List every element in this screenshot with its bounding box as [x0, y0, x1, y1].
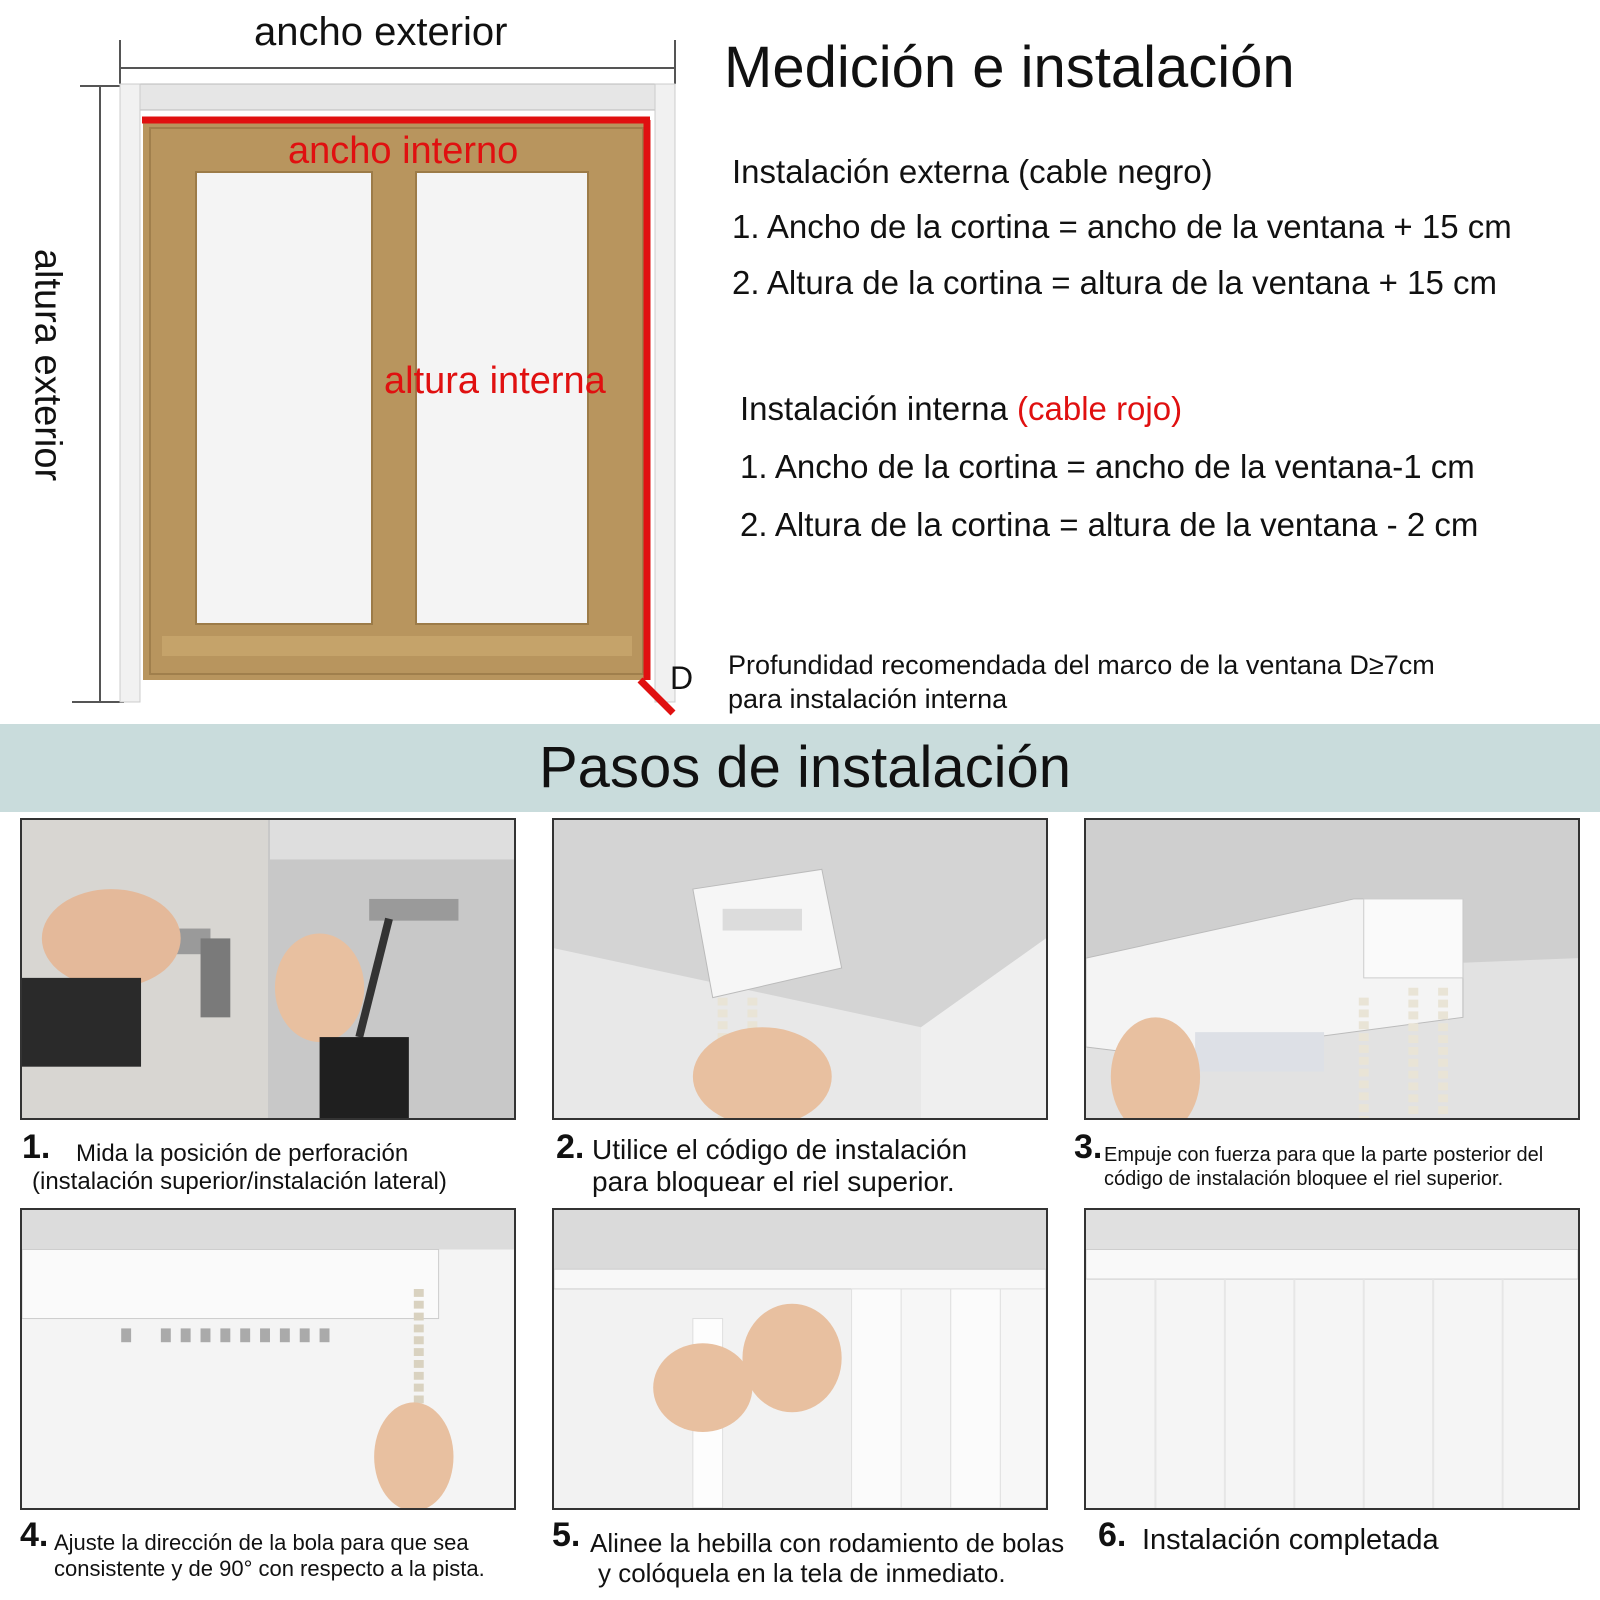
- step-6-number: 6.: [1098, 1516, 1127, 1554]
- internal-line-2: 2. Altura de la cortina = altura de la ventana - 2 cm: [740, 506, 1479, 543]
- external-line-2: 2. Altura de la cortina = altura de la ventana + 15 cm: [732, 264, 1497, 301]
- outer-width-label: ancho exterior: [254, 10, 508, 54]
- step-5-photo: [552, 1208, 1048, 1510]
- step-1-photo: [20, 818, 516, 1120]
- depth-marker: D: [670, 660, 694, 696]
- internal-heading-red: (cable rojo): [1017, 390, 1183, 427]
- internal-heading-text: Instalación interna: [740, 390, 1018, 427]
- step-2-line-2: para bloquear el riel superior.: [592, 1166, 955, 1197]
- step-4-photo: [20, 1208, 516, 1510]
- step-2-photo: [552, 818, 1048, 1120]
- depth-note-line-2: para instalación interna: [728, 684, 1008, 714]
- step-3-number: 3.: [1074, 1128, 1103, 1166]
- step-1-line-2: (instalación superior/instalación lateral): [32, 1168, 447, 1195]
- external-line-1: 1. Ancho de la cortina = ancho de la ventana + 15 cm: [732, 208, 1512, 245]
- step-3-line-1: Empuje con fuerza para que la parte posterior del: [1104, 1144, 1544, 1166]
- step-3-line-2: código de instalación bloquee el riel superior.: [1104, 1168, 1504, 1190]
- step-6-photo: [1084, 1208, 1580, 1510]
- step-5-line-2: y colóquela en la tela de inmediato.: [598, 1558, 1006, 1588]
- step-2-line-1: Utilice el código de instalación: [592, 1134, 968, 1165]
- step-4-line-1: Ajuste la dirección de la bola para que sea: [54, 1530, 469, 1555]
- internal-line-1: 1. Ancho de la cortina = ancho de la ventana-1 cm: [740, 448, 1475, 485]
- window-measurement-diagram: [0, 0, 700, 720]
- step-5-line-1: Alinee la hebilla con rodamiento de bolas: [590, 1528, 1065, 1558]
- internal-heading: [740, 390, 1182, 428]
- step-2-number: 2.: [556, 1128, 585, 1166]
- step-3-photo: [1084, 818, 1580, 1120]
- page-title: Medición e instalación: [724, 35, 1295, 100]
- step-1-number: 1.: [22, 1128, 51, 1166]
- step-6-line-1: Instalación completada: [1142, 1524, 1439, 1556]
- step-5-number: 5.: [552, 1516, 581, 1554]
- inner-height-label: altura interna: [384, 360, 606, 402]
- step-4-number: 4.: [20, 1516, 49, 1554]
- depth-note-line-1: Profundidad recomendada del marco de la ventana D≥7cm: [728, 650, 1435, 680]
- step-1-line-1: Mida la posición de perforación: [76, 1140, 409, 1167]
- outer-height-label: altura exterior: [26, 248, 69, 482]
- steps-title: Pasos de instalación: [539, 735, 1071, 800]
- step-4-line-2: consistente y de 90° con respecto a la pista.: [54, 1556, 485, 1581]
- inner-width-label: ancho interno: [288, 130, 519, 172]
- external-heading: Instalación externa (cable negro): [732, 153, 1213, 190]
